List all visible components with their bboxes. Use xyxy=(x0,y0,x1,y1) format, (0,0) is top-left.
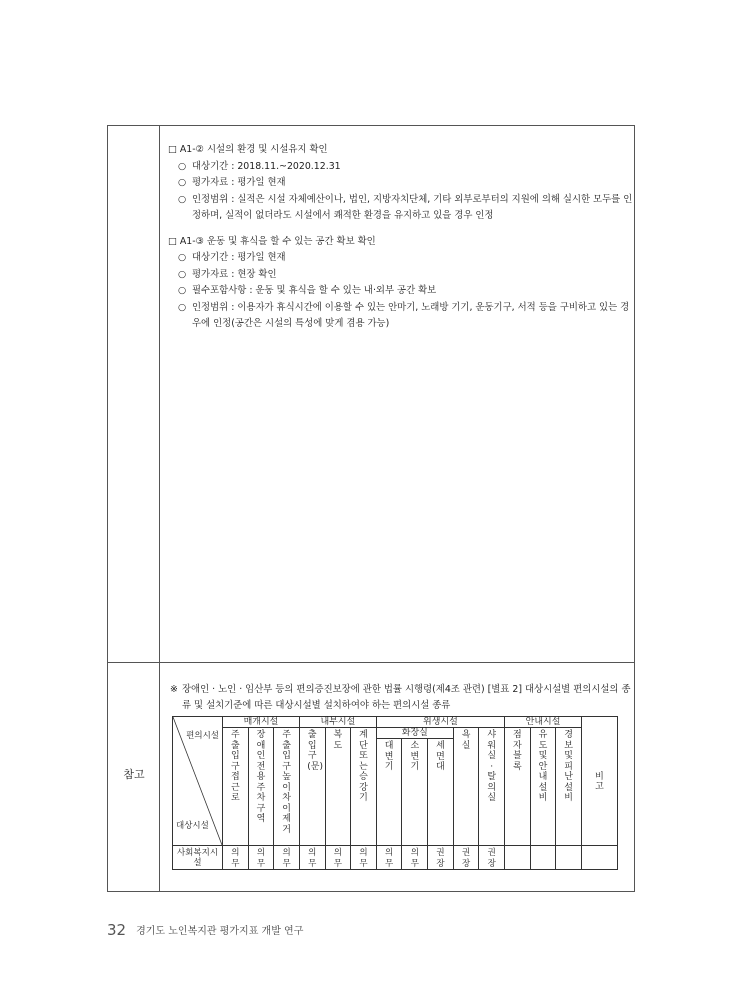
column-header: 계단 또는 승강기 xyxy=(351,728,377,846)
column-header: 복도 xyxy=(325,728,351,846)
section-title-a1-2: □ A1-② 시설의 환경 및 시설유지 확인 xyxy=(168,144,328,155)
column-header: 유도 및 안내설비 xyxy=(530,728,556,846)
column-header: 소변기 xyxy=(402,739,428,846)
table-cell: 의무 xyxy=(223,846,249,870)
table-cell: 의무 xyxy=(351,846,377,870)
table-cell: 의무 xyxy=(325,846,351,870)
subgroup-header: 화장실 xyxy=(376,728,453,739)
section-title-a1-3: □ A1-③ 운동 및 휴식을 할 수 있는 공간 확보 확인 xyxy=(168,235,376,247)
bullet-icon: ○ xyxy=(178,301,187,313)
reference-label: 참고 xyxy=(123,768,145,781)
criteria-content xyxy=(168,142,634,333)
column-header: 주출입구높이차이제거 xyxy=(274,728,300,846)
list-item: ○ 평가자료 : 현장 확인 xyxy=(168,267,634,284)
table-cell: 의무 xyxy=(402,846,428,870)
table-group-row xyxy=(173,717,618,728)
column-header: 주출입구접근로 xyxy=(223,728,249,846)
table-cell: 의무 xyxy=(376,846,402,870)
column-header: 점자블록 xyxy=(505,728,531,846)
column-header: 욕실 xyxy=(453,728,479,846)
list-item: ○ 인정범위 : 실적은 시설 자체예산이나, 법인, 지방자치단체, 기타 외부로부터의 지원에 의해 실시한 모두를 인정하며, 실적이 없더라도 시설에서 쾌적한 환경을 유지하고 있을 경우 인정 xyxy=(178,193,633,221)
column-header: 세면대 xyxy=(428,739,454,846)
table-cell: 의무 xyxy=(299,846,325,870)
group-header: 내부시설 xyxy=(299,717,376,728)
column-header: 경보 및 피난설비 xyxy=(556,728,582,846)
table-row xyxy=(173,846,618,870)
convenience-facility-table xyxy=(172,716,618,870)
list-item: ○ 필수포함사항 : 운동 및 휴식을 할 수 있는 내·외부 공간 확보 xyxy=(168,283,634,300)
bullet-icon: ○ xyxy=(178,177,187,188)
table-corner-cell xyxy=(173,717,223,846)
table-cell xyxy=(505,846,531,870)
group-header: 위생시설 xyxy=(376,717,504,728)
row-divider xyxy=(108,662,634,663)
list-item: ○ 대상기간 : 2018.11.~2020.12.31 xyxy=(168,159,634,176)
column-header: 비고 xyxy=(582,717,618,846)
column-header: 출입구(문) xyxy=(299,728,325,846)
group-header: 안내시설 xyxy=(505,717,582,728)
list-item: ○ 평가자료 : 평가일 현재 xyxy=(168,175,634,192)
evaluation-table-frame xyxy=(107,125,635,892)
list-item: ○ 대상기간 : 평가일 현재 xyxy=(168,250,634,267)
table-subgroup-row xyxy=(173,728,618,739)
bullet-icon: ○ xyxy=(178,160,187,172)
table-cell: 권장 xyxy=(479,846,505,870)
column-header: 샤워실·탈의실 xyxy=(479,728,505,846)
page-number: 32 xyxy=(107,921,127,939)
reference-note xyxy=(170,682,632,714)
document-title: 경기도 노인복지관 평가지표 개발 연구 xyxy=(136,926,304,937)
corner-facility-label: 편의시설 xyxy=(186,731,219,741)
column-header: 장애인전용주차구역 xyxy=(248,728,274,846)
table-cell xyxy=(582,846,618,870)
table-cell: 의무 xyxy=(274,846,300,870)
list-item: ○ 인정범위 : 이용자가 휴식시간에 이용할 수 있는 안마기, 노래방 기기, 운동기구, 서적 등을 구비하고 있는 경우에 인정(공간은 시설의 특성에 맞게 겸용 가능) xyxy=(178,301,630,329)
note-mark: ※ xyxy=(170,684,178,695)
bullet-icon: ○ xyxy=(178,285,187,296)
page-footer xyxy=(107,921,303,939)
column-header: 대변기 xyxy=(376,739,402,846)
table-cell: 권장 xyxy=(428,846,454,870)
row-label: 사회복지시설 xyxy=(173,846,223,870)
bullet-icon: ○ xyxy=(178,193,187,205)
bullet-icon: ○ xyxy=(178,252,187,263)
table-cell xyxy=(556,846,582,870)
table-cell: 권장 xyxy=(453,846,479,870)
table-cell: 의무 xyxy=(248,846,274,870)
bullet-icon: ○ xyxy=(178,268,187,280)
note-text: 장애인 · 노인 · 임산부 등의 편의증진보장에 관한 법률 시행령(제4조 관련) [별표 2] 대상시설별 편의시설의 종류 및 설치기준에 따른 대상시설별 설치하여야 하는 편의시설 종류 xyxy=(182,684,631,711)
table-cell xyxy=(530,846,556,870)
group-header: 매개시설 xyxy=(223,717,300,728)
corner-target-label: 대상시설 xyxy=(176,821,209,831)
